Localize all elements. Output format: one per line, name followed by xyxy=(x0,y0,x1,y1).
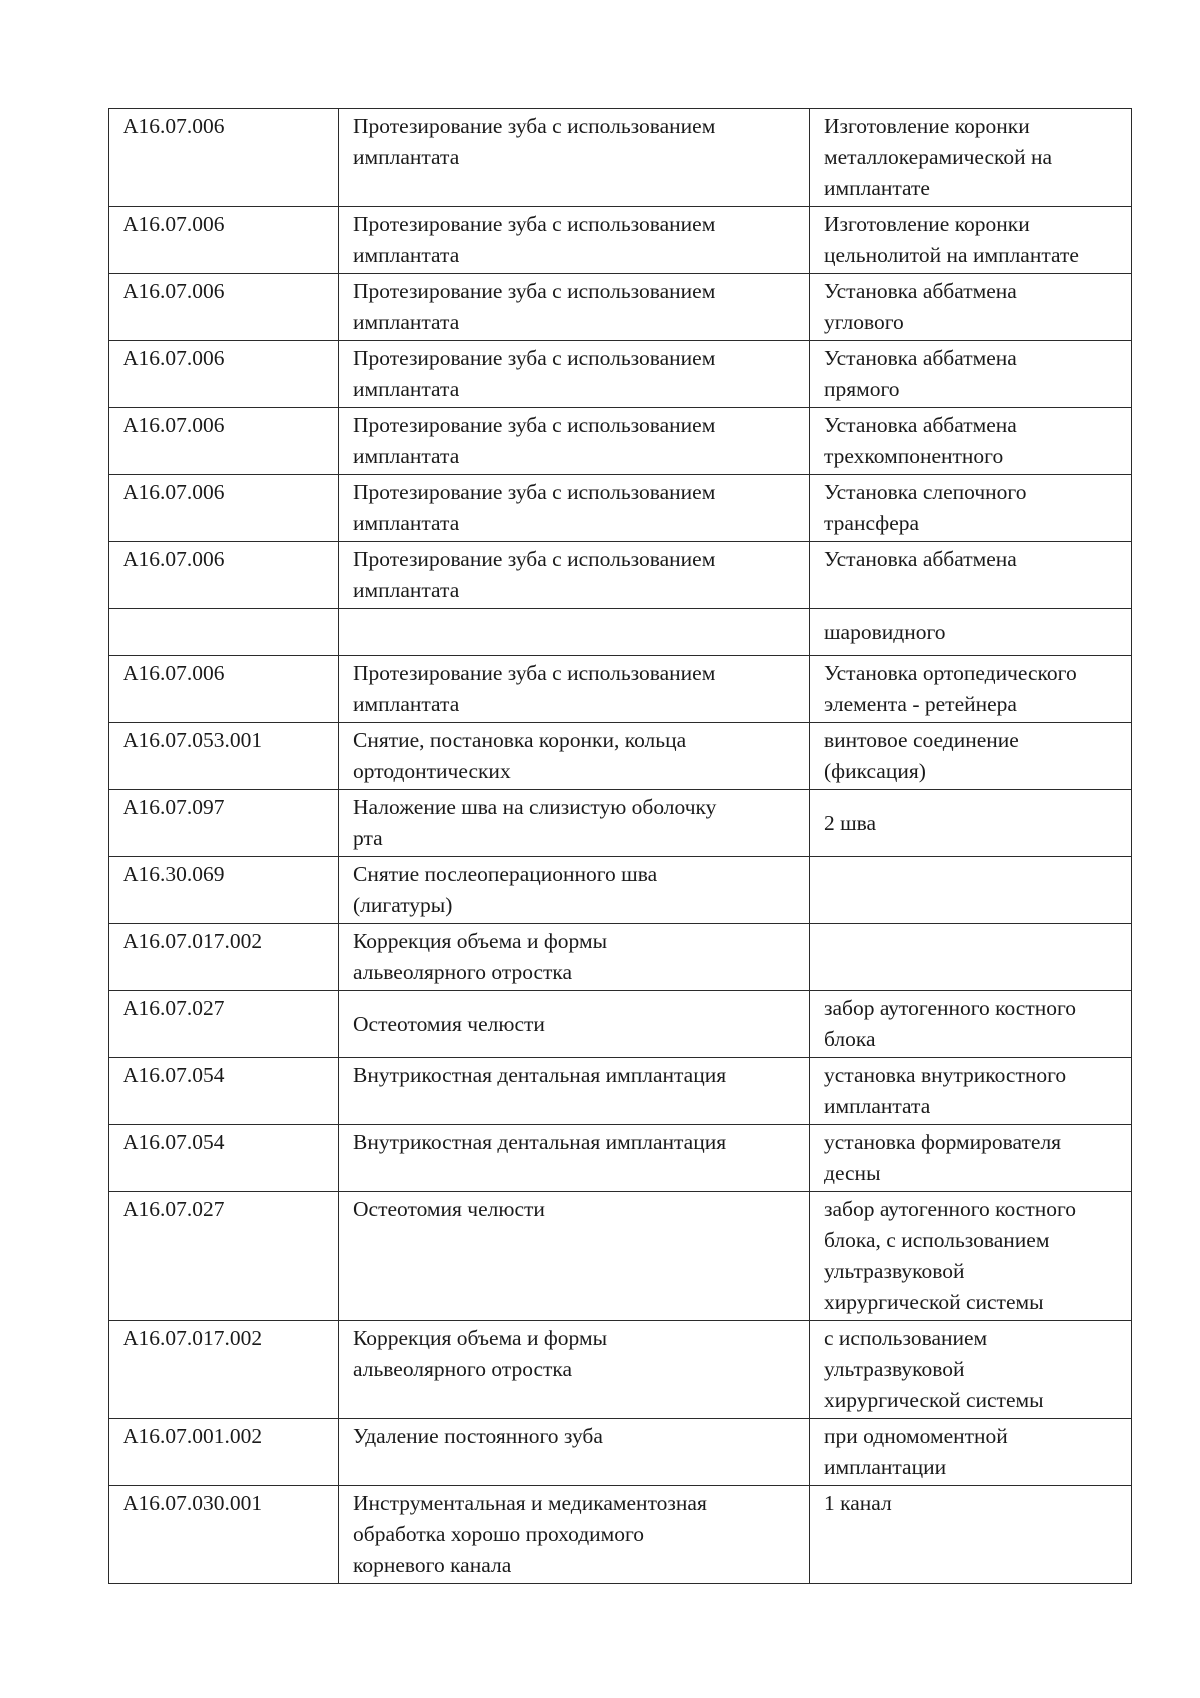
table-row xyxy=(109,609,1132,656)
service-note-cell: забор аутогенного костного блока xyxy=(810,991,1132,1058)
service-note-cell xyxy=(810,924,1132,991)
table-row xyxy=(109,109,1132,207)
table-row xyxy=(109,656,1132,723)
service-note-cell: 1 канал xyxy=(810,1486,1132,1584)
service-note-cell: Установка ортопедического элемента - ретейнера xyxy=(810,656,1132,723)
service-name-cell: Протезирование зуба с использованием имплантата xyxy=(339,656,810,723)
table-row xyxy=(109,475,1132,542)
service-code-cell: A16.07.017.002 xyxy=(109,1321,339,1419)
service-name-cell: Внутрикостная дентальная имплантация xyxy=(339,1058,810,1125)
service-note-cell: Установка аббатмена прямого xyxy=(810,341,1132,408)
service-name-cell: Остеотомия челюсти xyxy=(339,991,810,1058)
service-code-cell: A16.07.006 xyxy=(109,656,339,723)
table-row xyxy=(109,723,1132,790)
service-name-cell: Снятие послеоперационного шва (лигатуры) xyxy=(339,857,810,924)
service-name-cell: Протезирование зуба с использованием имплантата xyxy=(339,475,810,542)
service-name-cell: Инструментальная и медикаментозная обработка хорошо проходимого корневого канала xyxy=(339,1486,810,1584)
service-note-cell: 2 шва xyxy=(810,790,1132,857)
service-name-cell: Остеотомия челюсти xyxy=(339,1192,810,1321)
table-row xyxy=(109,274,1132,341)
service-note-cell: при одномоментной имплантации xyxy=(810,1419,1132,1486)
service-code-cell: A16.07.053.001 xyxy=(109,723,339,790)
service-name-cell: Внутрикостная дентальная имплантация xyxy=(339,1125,810,1192)
service-code-cell: A16.07.027 xyxy=(109,1192,339,1321)
service-code-cell: A16.07.097 xyxy=(109,790,339,857)
service-note-cell: Установка аббатмена xyxy=(810,542,1132,609)
service-note-cell: Установка слепочного трансфера xyxy=(810,475,1132,542)
service-note-cell: с использованием ультразвуковой хирургической системы xyxy=(810,1321,1132,1419)
service-note-cell: установка внутрикостного имплантата xyxy=(810,1058,1132,1125)
service-note-cell: Изготовление коронки металлокерамической на имплантате xyxy=(810,109,1132,207)
table-row xyxy=(109,924,1132,991)
table-row xyxy=(109,1486,1132,1584)
service-note-cell: Установка аббатмена углового xyxy=(810,274,1132,341)
service-code-cell xyxy=(109,609,339,656)
service-name-cell: Протезирование зуба с использованием имплантата xyxy=(339,207,810,274)
service-code-cell: A16.07.006 xyxy=(109,274,339,341)
service-note-cell: забор аутогенного костного блока, с использованием ультразвуковой хирургической системы xyxy=(810,1192,1132,1321)
service-code-cell: A16.07.006 xyxy=(109,109,339,207)
service-name-cell: Наложение шва на слизистую оболочку рта xyxy=(339,790,810,857)
service-note-cell: Изготовление коронки цельнолитой на имплантате xyxy=(810,207,1132,274)
table-row xyxy=(109,790,1132,857)
service-name-cell: Коррекция объема и формы альвеолярного отростка xyxy=(339,1321,810,1419)
table-row xyxy=(109,207,1132,274)
service-code-cell: A16.07.054 xyxy=(109,1058,339,1125)
service-code-cell: A16.07.006 xyxy=(109,341,339,408)
service-name-cell: Протезирование зуба с использованием имплантата xyxy=(339,109,810,207)
table-row xyxy=(109,1321,1132,1419)
table-row xyxy=(109,1058,1132,1125)
table-row xyxy=(109,1125,1132,1192)
service-code-cell: A16.07.017.002 xyxy=(109,924,339,991)
service-note-cell: Установка аббатмена трехкомпонентного xyxy=(810,408,1132,475)
service-name-cell: Протезирование зуба с использованием имплантата xyxy=(339,408,810,475)
services-table xyxy=(108,108,1132,1584)
service-code-cell: A16.07.006 xyxy=(109,475,339,542)
service-code-cell: A16.07.030.001 xyxy=(109,1486,339,1584)
service-name-cell: Удаление постоянного зуба xyxy=(339,1419,810,1486)
service-note-cell xyxy=(810,857,1132,924)
service-code-cell: A16.07.006 xyxy=(109,207,339,274)
service-code-cell: A16.07.001.002 xyxy=(109,1419,339,1486)
service-name-cell: Протезирование зуба с использованием имплантата xyxy=(339,274,810,341)
table-row xyxy=(109,1192,1132,1321)
table-row xyxy=(109,1419,1132,1486)
service-code-cell: A16.07.027 xyxy=(109,991,339,1058)
service-name-cell xyxy=(339,609,810,656)
table-row xyxy=(109,408,1132,475)
service-code-cell: A16.07.054 xyxy=(109,1125,339,1192)
service-name-cell: Коррекция объема и формы альвеолярного отростка xyxy=(339,924,810,991)
table-row xyxy=(109,857,1132,924)
service-note-cell: винтовое соединение (фиксация) xyxy=(810,723,1132,790)
table-row xyxy=(109,991,1132,1058)
service-code-cell: A16.30.069 xyxy=(109,857,339,924)
service-name-cell: Протезирование зуба с использованием имплантата xyxy=(339,542,810,609)
service-code-cell: A16.07.006 xyxy=(109,408,339,475)
service-name-cell: Протезирование зуба с использованием имплантата xyxy=(339,341,810,408)
service-note-cell: шаровидного xyxy=(810,609,1132,656)
service-code-cell: A16.07.006 xyxy=(109,542,339,609)
service-note-cell: установка формирователя десны xyxy=(810,1125,1132,1192)
table-row xyxy=(109,542,1132,609)
table-row xyxy=(109,341,1132,408)
service-name-cell: Снятие, постановка коронки, кольца ортодонтических xyxy=(339,723,810,790)
